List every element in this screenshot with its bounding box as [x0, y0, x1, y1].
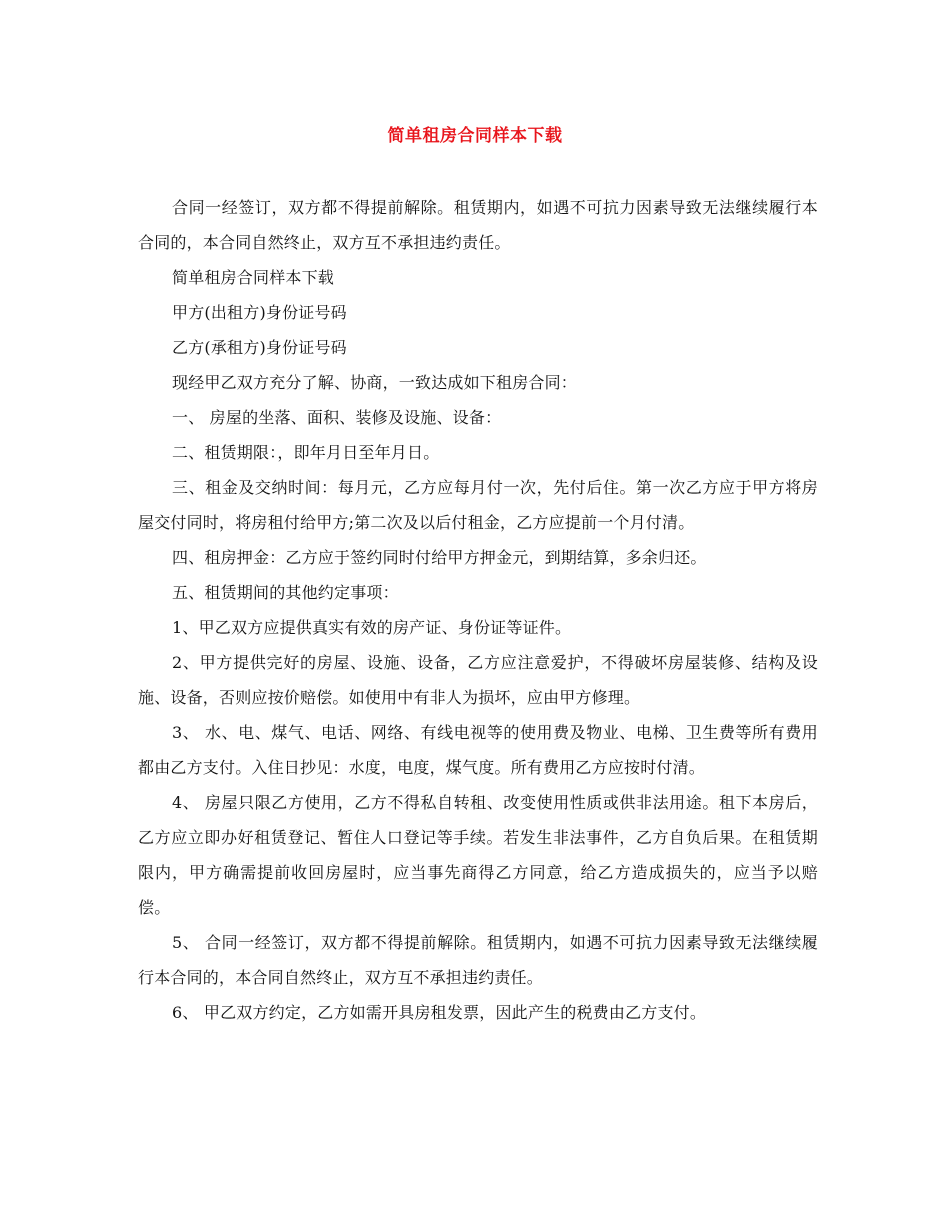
paragraph-section-3: 三、租金及交纳时间：每月元，乙方应每月付一次，先付后住。第一次乙方应于甲方将房屋交付同时，将房租付给甲方;第二次及以后付租金，乙方应提前一个月付清。 — [138, 478, 818, 532]
paragraph-subtitle: 简单租房合同样本下载 — [172, 268, 335, 287]
document-title: 简单租房合同样本下载 — [387, 126, 563, 146]
paragraph-section-4: 四、租房押金：乙方应于签约同时付给甲方押金元，到期结算，多余归还。 — [172, 548, 707, 567]
paragraph-section-2: 二、租赁期限：，即年月日至年月日。 — [172, 443, 440, 462]
paragraph-item-6: 6、 甲乙双方约定，乙方如需开具房租发票，因此产生的税费由乙方支付。 — [172, 1003, 707, 1022]
paragraph-section-5: 五、租赁期间的其他约定事项： — [172, 583, 399, 602]
paragraph-agreement-statement: 现经甲乙双方充分了解、协商，一致达成如下租房合同： — [172, 373, 578, 392]
paragraph-item-5: 5、 合同一经签订，双方都不得提前解除。租赁期内，如遇不可抗力因素导致无法继续履行本合同的，本合同自然终止，双方互不承担违约责任。 — [138, 933, 818, 987]
paragraph-item-2: 2、甲方提供完好的房屋、设施、设备，乙方应注意爱护，不得破坏房屋装修、结构及设施、设备，否则应按价赔偿。如使用中有非人为损坏，应由甲方修理。 — [138, 653, 818, 707]
paragraph-section-1: 一、 房屋的坐落、面积、装修及设施、设备： — [172, 408, 502, 427]
paragraph-party-b-id: 乙方(承租方)身份证号码 — [172, 338, 347, 357]
paragraph-item-1: 1、甲乙双方应提供真实有效的房产证、身份证等证件。 — [172, 618, 572, 637]
paragraph-item-3: 3、 水、电、煤气、电话、网络、有线电视等的使用费及物业、电梯、卫生费等所有费用都由乙方支付。入住日抄见：水度，电度，煤气度。所有费用乙方应按时付清。 — [138, 723, 818, 777]
paragraph-intro-clause: 合同一经签订，双方都不得提前解除。租赁期内，如遇不可抗力因素导致无法继续履行本合同的，本合同自然终止，双方互不承担违约责任。 — [138, 198, 818, 252]
document-body — [138, 190, 818, 1030]
paragraph-party-a-id: 甲方(出租方)身份证号码 — [172, 303, 347, 322]
paragraph-item-4: 4、 房屋只限乙方使用，乙方不得私自转租、改变使用性质或供非法用途。租下本房后，乙方应立即办好租赁登记、暂住人口登记等手续。若发生非法事件，乙方自负后果。在租赁期限内，甲方确需提前收回房屋时，应当事先商得乙方同意，给乙方造成损失的，应当予以赔偿。 — [138, 793, 818, 917]
